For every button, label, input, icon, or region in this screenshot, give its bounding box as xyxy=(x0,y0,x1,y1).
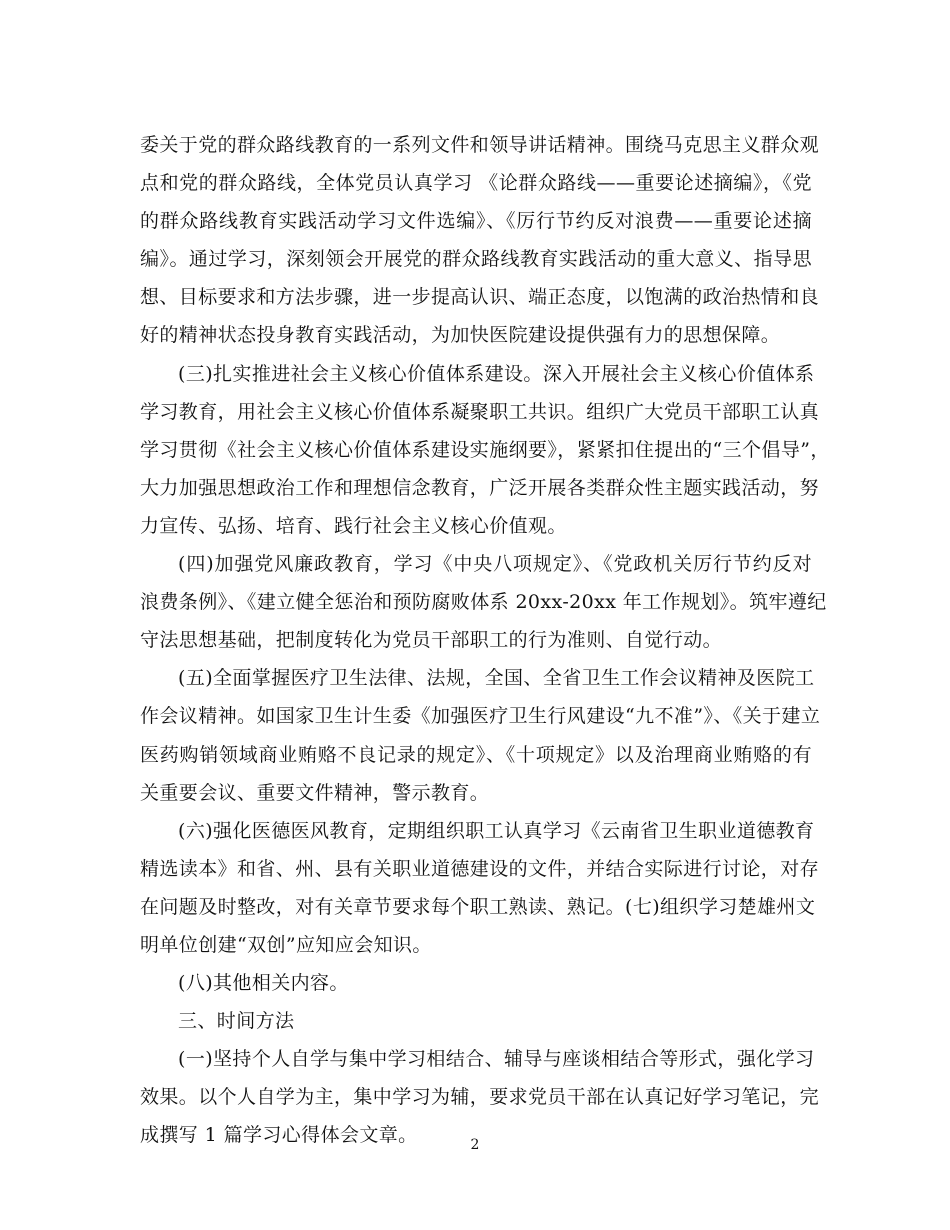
text-line: (五)全面掌握医疗卫生法律、法规，全国、全省卫生工作会议精神及医院工 xyxy=(178,667,815,690)
text-line: 作会议精神。如国家卫生计生委《加强医疗卫生行风建设“九不准”》、《关于建立 xyxy=(140,705,821,728)
text-line: (四)加强党风廉政教育，学习《中央八项规定》、《党政机关厉行节约反对 xyxy=(178,553,812,576)
section-heading: 三、时间方法 xyxy=(178,1010,295,1033)
text-line: 医药购销领域商业贿赂不良记录的规定》、《十项规定》以及治理商业贿赂的有 xyxy=(140,743,812,766)
text-line: (一)坚持个人自学与集中学习相结合、辅导与座谈相结合等形式，强化学习 xyxy=(178,1048,815,1071)
text-line: 好的精神状态投身教育实践活动，为加快医院建设提供强有力的思想保障。 xyxy=(140,324,781,347)
text-line: 编》。通过学习，深刻领会开展党的群众路线教育实践活动的重大意义、指导思 xyxy=(140,248,812,271)
text-line: 成撰写 1 篇学习心得体会文章。 xyxy=(140,1124,418,1147)
page-number: 2 xyxy=(470,1137,480,1153)
document-body xyxy=(140,126,830,1155)
text-line: 浪费条例》、《建立健全惩治和预防腐败体系 20xx-20xx 年工作规划》。筑牢遵纪 xyxy=(140,591,827,614)
text-line: 精选读本》和省、州、县有关职业道德建设的文件，并结合实际进行讨论，对存 xyxy=(140,857,820,880)
text-line: (八)其他相关内容。 xyxy=(178,972,349,995)
text-line: 点和党的群众路线，全体党员认真学习 《论群众路线——重要论述摘编》，《党 xyxy=(140,172,812,195)
text-line: 大力加强思想政治工作和理想信念教育，广泛开展各类群众性主题实践活动，努 xyxy=(140,476,820,499)
text-line: 守法思想基础，把制度转化为党员干部职工的行为准则、自觉行动。 xyxy=(140,629,723,652)
text-line: 明单位创建“双创”应知应会知识。 xyxy=(140,933,432,956)
text-line: 学习贯彻《社会主义核心价值体系建设实施纲要》，紧紧扣住提出的“三个倡导”， xyxy=(140,438,830,461)
text-line: 委关于党的群众路线教育的一系列文件和领导讲话精神。围绕马克思主义群众观 xyxy=(140,134,820,156)
text-line: 关重要会议、重要文件精神，警示教育。 xyxy=(140,781,490,804)
text-line: 在问题及时整改，对有关章节要求每个职工熟读、熟记。(七)组织学习楚雄州文 xyxy=(140,895,816,918)
text-line: 力宣传、弘扬、培育、践行社会主义核心价值观。 xyxy=(140,514,567,537)
text-line: (三)扎实推进社会主义核心价值体系建设。深入开展社会主义核心价值体系 xyxy=(178,362,815,385)
text-line: 想、目标要求和方法步骤，进一步提高认识、端正态度，以饱满的政治热情和良 xyxy=(140,286,820,309)
text-line: 学习教育，用社会主义核心价值体系凝聚职工共识。组织广大党员干部职工认真 xyxy=(140,400,820,423)
text-line: (六)强化医德医风教育，定期组织职工认真学习《云南省卫生职业道德教育 xyxy=(178,819,815,842)
text-line: 效果。以个人自学为主，集中学习为辅，要求党员干部在认真记好学习笔记，完 xyxy=(140,1086,820,1109)
text-line: 的群众路线教育实践活动学习文件选编》、《厉行节约反对浪费——重要论述摘 xyxy=(140,210,812,233)
